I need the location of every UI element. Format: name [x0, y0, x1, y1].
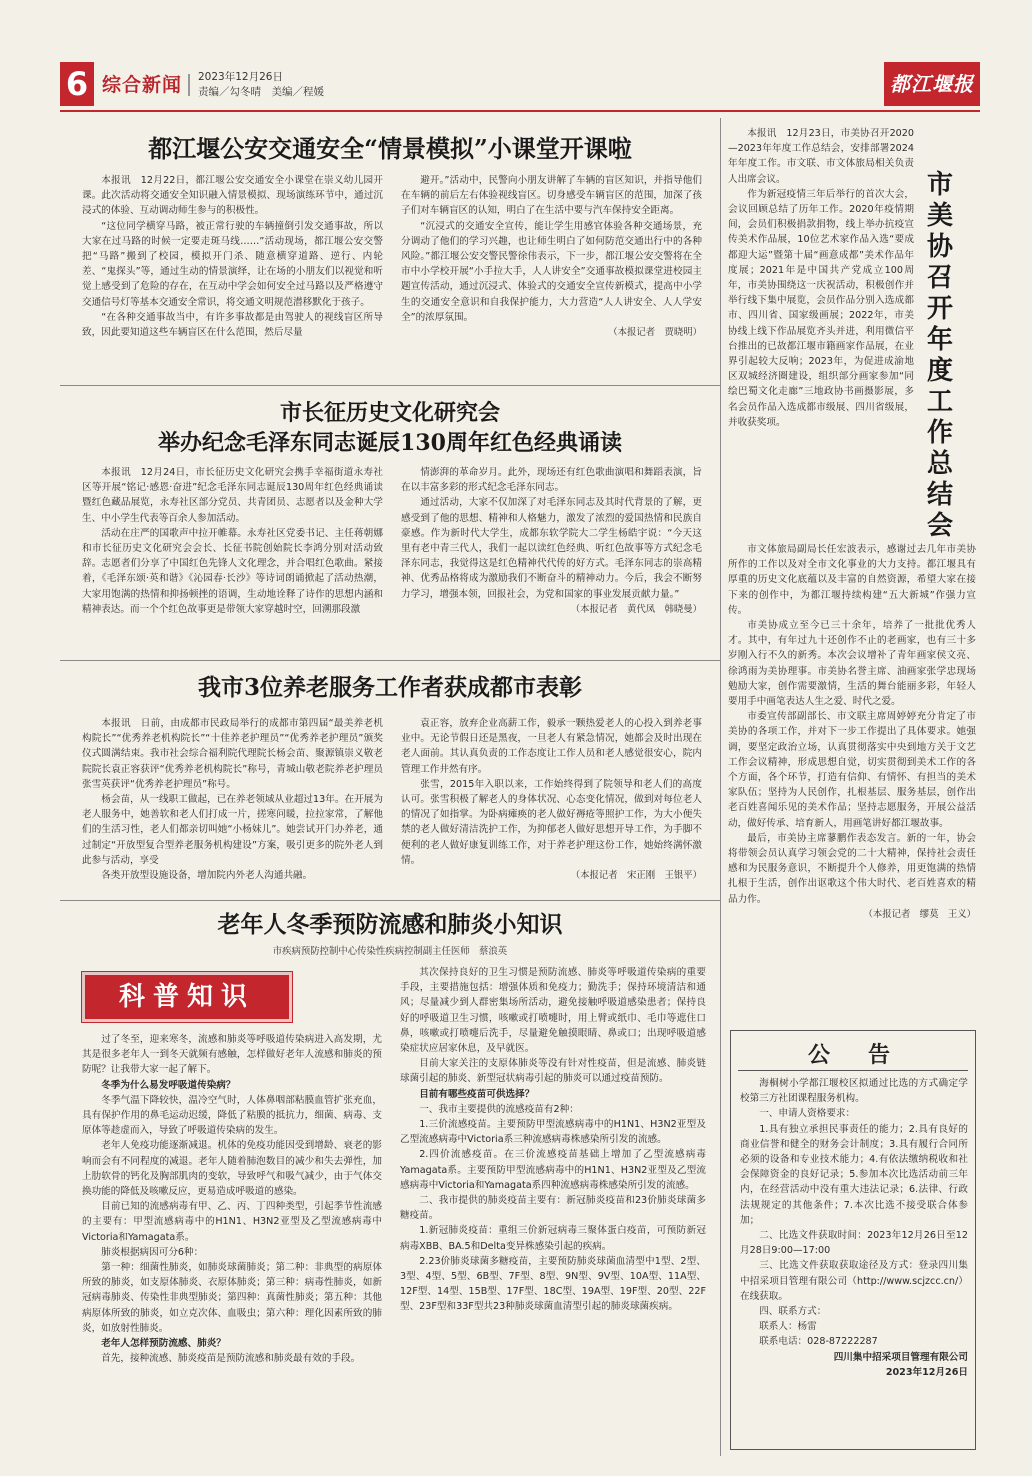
paragraph: 情澎湃的革命岁月。此外，现场还有红色歌曲演唱和舞蹈表演，旨在以丰富多彩的形式纪念毛泽东同志。 [401, 467, 702, 494]
paragraph: 二、我市提供的肺炎疫苗主要有：新冠肺炎疫苗和23价肺炎球菌多糖疫苗。 [400, 1195, 706, 1222]
article3-title: 我市3位养老服务工作者获成都市表彰 [197, 674, 582, 701]
paragraph: 张雪，2015年入职以来，工作始终得到了院领导和老人们的高度认可。张雪积极了解老人的身体状况、心态变化情况，做到对每位老人的情况了如指掌。为卧病瘫痪的老人做好褥疮等照护工作，为大小便失禁的老人做好清洁洗护工作，为抑郁老人做好思想开导工作，为手脚不便利的老人做好康复训练工作，对于养老护理这份工作，她始终满怀激情。 [401, 778, 702, 866]
article2-rule [60, 660, 720, 661]
paragraph: 一、我市主要提供的流感疫苗有2种： [419, 1103, 579, 1115]
notice-title: 公 告 [807, 1042, 898, 1068]
paragraph: 市美协成立至今已三十余年，培养了一批批优秀人才。其中，有年过九十还创作不止的老画家，也有三十多岁刚入行不久的新秀。本次会议增补了青年画家侯文亮、徐鸿雨为美协理事。市美协名誉主席、油画家张学忠现场勉励大家，创作需要激情，生活的舞台能丽多彩，年轻人要用手中画笔表达人生之爱、时代之爱。 [728, 620, 976, 708]
article1-body [82, 173, 702, 395]
article3-rule [60, 900, 720, 901]
article2-title [60, 398, 720, 458]
paragraph: 四、联系方式： [759, 1306, 827, 1318]
article4-title: 老年人冬季预防流感和肺炎小知识 [217, 911, 563, 938]
section-question: 目前有哪些疫苗可供选择？ [419, 1088, 535, 1100]
paragraph: 市委宣传部副部长、市文联主席周婷婷充分肯定了市美协的各项工作，并对下一步工作提出了具体要求。她强调，要坚定政治立场，认真贯彻落实中央到地方关于文艺工作会议精神，形成思想自觉，切实贯彻到美术工作的各个方面，各个环节，打造有信仰、有情怀、有担当的美术家队伍；坚持为人民创作，扎根基层、服务基层，创作出老百姓喜闻乐见的美术作品；坚持志愿服务，开展公益活动，做好传承、培育新人，用画笔讲好都江堰故事。 [728, 711, 976, 829]
notice-signature: 2023年12月26日 [885, 1366, 968, 1378]
paragraph: 首先，接种流感、肺炎疫苗是预防流感和肺炎最有效的手段。 [101, 1353, 361, 1365]
article1-rule [60, 385, 720, 386]
paragraph: 2.四价流感疫苗。在三价流感疫苗基础上增加了乙型流感病毒Yamagata系。主要预防甲型流感病毒中的H1N1、H3N2亚型及乙型流感病毒中Victoria和Yamagata系四种流感病毒株感染所引发的流感。 [400, 1149, 706, 1191]
article1-title: 都江堰公安交通安全“情景模拟”小课堂开课啦 [148, 134, 632, 163]
paragraph: 目前大家关注的支原体肺炎等没有针对性疫苗，但是流感、肺炎链球菌引起的肺炎、新型冠状病毒引起的肺炎可以通过疫苗预防。 [400, 1058, 706, 1085]
paragraph: 本报讯 日前，由成都市民政局举行的成都市第四届“最美养老机构院长”“优秀养老机构院长”“十佳养老护理员”“优秀养老护理员”颁奖仪式圆满结束。我市社会综合福利院代理院长杨会苗、聚源镇崇义敬老院院长袁正容获评“优秀养老机构院长”称号，青城山敬老院养老护理员张雪英获评“优秀养老护理员”称号。 [82, 718, 383, 790]
paragraph: 作为新冠疫情三年后举行的首次大会，会议回顾总结了历年工作。2020年疫情期间，会员们积极捐款捐物，线上举办抗疫宣传美术作品展，10位艺术家作品入选“要成都迎大运”暨第十届“画意成都”美术作品年度展；2021年是中国共产党成立100周年，市美协围绕这一庆祝活动，积极创作并举行线下集中展览，会员作品分别入选成都市、四川省、国家级画展；2022年，市美协线上线下作品展览齐头并进，利用微信平台推出的已故都江堰市籍画家作品展，在业界引起较大反响；2023年，为促进成渝地区双城经济圈建设，组织部分画家参加“同绘巴蜀文化走廊”三地政协书画摄影展，多名会员作品入选成都市级展、四川省级展，并收获奖项。 [728, 188, 914, 428]
newspaper-logo: 都江堰报 [884, 62, 980, 106]
notice-title-rule [738, 1070, 968, 1071]
paragraph: 目前已知的流感病毒有甲、乙、丙、丁四种类型，引起季节性流感的主要有：甲型流感病毒中的H1N1、H3N2亚型及乙型流感病毒中Victoria和Yamagata系。 [82, 1201, 382, 1243]
paragraph: 本报讯 12月24日，市长征历史文化研究会携手幸福街道永寿社区等开展“铭记·感恩·奋进”纪念毛泽东同志诞辰130周年红色经典诵读暨红色藏品展览，永寿社区部分党员、共青团员、志愿者以及金种大学生、中小学生代表等百余人参加活动。 [82, 467, 383, 524]
header-divider [188, 74, 190, 96]
sidebar-article-col2 [728, 542, 976, 1020]
date-editors [198, 70, 324, 100]
paragraph: “在各种交通事故当中，有许多事故都是由驾驶人的视线盲区所导致，因此要知道这些车辆盲区在什么范围，然后尽量 [82, 311, 383, 339]
paragraph: 海桐树小学都江堰校区拟通过比选的方式确定学校第三方社团课程服务机构。 [740, 1078, 968, 1105]
paragraph: 老年人免疫功能逐渐减退。机体的免疫功能因受到增龄、衰老的影响而会有不同程度的减退。老年人随着肺泡数目的减少和失去弹性，加上肋软骨的钙化及胸部肌肉的变软，导致呼气和吸气减少，由于气体交换功能的降低及咳嗽反应，更易造成呼吸道的感染。 [82, 1140, 382, 1198]
notice-body [740, 1076, 968, 1446]
section-question: 老年人怎样预防流感、肺炎？ [101, 1338, 226, 1350]
paragraph: 活动在庄严的国歌声中拉开帷幕。永寿社区党委书记、主任蒋朝娜和市长征历史文化研究会会长、长征书院创始院长李鸿分别对活动致辞。志愿者们分享了中国红色先锋人文化理念，并合唱红色歌曲。紧接着，《毛泽东颂·英和谐》《沁园春·长沙》等诗词朗诵掀起了活动热潮，大家用饱满的热情和抑扬顿挫的语调，生动地诠释了诗作的思想内涵和精神表达。而一个个红色故事更是带领大家穿越时空，回溯那段激 [82, 527, 383, 615]
paragraph: 二、比选文件获取时间：2023年12月26日至12月28日9:00—17:00 [740, 1230, 968, 1257]
paragraph: 1.三价流感疫苗。主要预防甲型流感病毒中的H1N1、H3N2亚型及乙型流感病毒中Victoria系三种流感病毒株感染所引发的流感。 [400, 1119, 706, 1146]
article2-body [82, 465, 702, 657]
paragraph: 本报讯 12月22日，都江堰公安交通安全小课堂在崇义幼儿园开课。此次活动将交通安全知识融入情景模拟、现场演练环节中，通过沉浸式的体验、互动调动师生参与的积极性。 [82, 175, 383, 217]
page-number: 6 [60, 62, 94, 106]
sidebar-vertical-title: 市美协召开年度工作总结会 [926, 170, 953, 541]
paragraph: “这位同学横穿马路，被正常行驶的车辆撞倒引发交通事故，所以大家在过马路的时候一定要走斑马线……”活动现场，都江堰公安交警把“马路”搬到了校园，模拟开门杀、随意横穿道路、逆行、内轮差、“鬼探头”等，通过生动的情景演绎，让在场的小朋友们以视觉和听觉上感受到了危险的存在，在互动中学会如何安全过马路以及严格遵守交通信号灯等基本交通安全常识，将交通文明规范潜移默化于孩子。 [82, 220, 383, 308]
paragraph: 三、比选文件获取获取途径及方式：登录四川集中招采项目管理有限公司（http://www.scjzcc.cn/）在线获取。 [740, 1260, 968, 1302]
article2-title-line2: 举办纪念毛泽东同志诞辰130周年红色经典诵读 [158, 430, 622, 456]
paragraph: 联系电话：028-87222287 [759, 1336, 878, 1348]
article3-body [82, 716, 702, 900]
article1-col1 [82, 173, 383, 340]
article3-byline: （本报记者 宋正刚 王银平） [570, 870, 702, 882]
article2-title-line1: 市长征历史文化研究会 [279, 400, 500, 426]
page-header [60, 62, 980, 114]
article4-col1 [82, 1032, 382, 1450]
article3-col1 [82, 716, 383, 868]
paragraph: 第一种：细菌性肺炎，如肺炎球菌肺炎；第二种：非典型的病原体所致的肺炎，如支原体肺炎、衣原体肺炎；第三种：病毒性肺炎，如新冠病毒肺炎、传染性非典型肺炎；第四种：真菌性肺炎；第五种：其他病原体所致的肺炎，如立克次体、血吸虫；第六种：理化因素所致的肺炎，如放射性肺炎。 [82, 1262, 382, 1334]
paragraph: 1.新冠肺炎疫苗：重组三价新冠病毒三聚体蛋白疫苗，可预防新冠病毒XBB、BA.5和Delta变异株感染引起的疾病。 [400, 1225, 706, 1252]
sidebar-byline: （本报记者 缪莫 王义） [863, 908, 976, 920]
issue-date: 2023年12月26日 [198, 71, 283, 83]
paragraph: 避开。”活动中，民警向小朋友讲解了车辆的盲区知识，并指导他们在车辆的前后左右体验视线盲区。切身感受车辆盲区的范围，加深了孩子们对车辆盲区的认知，明白了在生活中要与汽车保持安全距离。 [401, 175, 702, 217]
paragraph: 过了冬至，迎来寒冬，流感和肺炎等呼吸道传染病进入高发期，尤其是很多老年人一到冬天就频有感触，怎样做好老年人流感和肺炎的预防呢？让我带大家一起了解下。 [82, 1034, 382, 1076]
paragraph: 市文体旅局副局长任宏波表示，感谢过去几年市美协所作的工作以及对全市文化事业的大力支持。都江堰具有厚重的历史文化底蕴以及丰富的自然资源，希望大家在接下来的创作中，为都江堰持续构建“五大新城”作强力宣传。 [728, 544, 976, 616]
paragraph: 最后，市美协主席蓼鹏作表态发言。新的一年，协会将带领会员认真学习领会党的二十大精神，保持社会责任感和为民服务意识，不断提升个人修养，用更饱满的热情扎根于生活，创作出讴歌这个伟大时代、老百姓喜欢的精品力作。 [728, 832, 976, 905]
paragraph: 肺炎根据病因可分6种： [101, 1246, 204, 1258]
column-divider [720, 118, 721, 1456]
paragraph: 通过活动，大家不仅加深了对毛泽东同志及其时代背景的了解，更感受到了他的思想、精神和人格魅力，激发了浓烈的爱国热情和民族自豪感。作为新时代大学生，成都东软学院大二学生杨皓宇说：“今天这里有老中青三代人，我们一起以读红色经典、听红色故事等方式纪念毛泽东同志，我觉得这是红色精神代代传的好方式。毛泽东同志的崇高精神、优秀品格将成为激励我们不断奋斗的精神动力。今后，我会不断努力学习，增强本领，回报社会，为党和国家的事业发展贡献力量。” [401, 497, 702, 600]
paragraph: 杨会苗，从一线职工做起，已在养老领域从业超过13年。在开展为老人服务中，她善软和老人们打成一片，搓寒问暖，拉拉家常，了解他们的生活习性，老人们都亲切叫她“小杨妹儿”。她尝试开门办养老，通过制定“开放型复合型养老服务机构建设”方案，吸引更多的院外老人到此参与活动，享受 [82, 794, 383, 866]
paragraph: 联系人：杨雷 [759, 1321, 817, 1333]
paragraph: “沉浸式的交通安全宣传，能让学生用感官体验各种交通场景，充分调动了他们的学习兴趣，也让师生明白了如何防范交通出行中的各种风险。”都江堰公安交警民警徐伟表示，下一步，都江堰公安交警将在全市中小学校开展“小手拉大手，人人讲安全”交通事故模拟课堂进校园主题宣传活动，通过沉浸式、体验式的交通安全宣传新模式，提高中小学生的交通安全意识和自我保护能力，大力营造“人人讲安全、人人学安全”的浓厚氛围。 [401, 220, 702, 323]
article2-byline: （本报记者 黄代凤 韩晓曼） [570, 603, 702, 615]
header-rule [60, 110, 980, 112]
paragraph: 2.23价肺炎球菌多糖疫苗，主要预防肺炎球菌血清型中1型、2型、3型、4型、5型、6B型、7F型、8型、9N型、9V型、10A型、11A型、12F型、14型、15B型、17F型、18C型、19A型、19F型、20型、22F型、23F型和33F型共23种肺炎球菌血清型引起的肺炎球菌疾病。 [400, 1255, 706, 1313]
paragraph: 各类开放型设施设备，增加院内外老人沟通共融。 [101, 870, 313, 882]
paragraph: 一、申请人资格要求： [759, 1108, 856, 1120]
science-badge: 科普知识 [82, 972, 292, 1022]
article2-col1 [82, 465, 383, 617]
paragraph: 冬季气温下降较快，温冷空气时，人体鼻咽部粘膜血管扩张充血，具有保护作用的鼻毛运动迟缓，降低了粘膜的抵抗力，细菌、病毒、支原体等趁虚而入，导致了呼吸道传染病的发生。 [82, 1094, 382, 1137]
editors-line: 责编／勾冬晴 美编／程媛 [198, 86, 324, 98]
paragraph: 其次保持良好的卫生习惯是预防流感、肺炎等呼吸道传染病的重要手段，主要措施包括：增强体质和免疫力；勤洗手；保持环境清洁和通风；尽量减少到人群密集场所活动，避免接触呼吸道感染患者；保持良好的呼吸道卫生习惯，咳嗽或打喷嚏时，用上臂或纸巾、毛巾等遮住口鼻，咳嗽或打喷嚏后洗手，尽量避免触摸眼睛、鼻或口；出现呼吸道感染症状应居家休息，及早就医。 [400, 967, 706, 1055]
section-question: 冬季为什么易发呼吸道传染病？ [101, 1079, 236, 1091]
paragraph: 1.具有独立承担民事责任的能力；2.具有良好的商业信誉和健全的财务会计制度；3.具有履行合同所必须的设备和专业技术能力；4.有依法缴纳税收和社会保障资金的良好记录；5.参加本次比选活动前三年内，在经营活动中没有重大违法记录；6.法律、行政法规规定的其他条件；7.本次比选不接受联合体参加； [740, 1123, 968, 1226]
sidebar-article-col1 [728, 126, 914, 540]
notice-signature: 四川集中招采项目管理有限公司 [833, 1351, 968, 1363]
article2-col2 [401, 465, 702, 602]
article4-subtitle: 市疾病预防控制中心传染性疾病控制副主任医师 蔡浪英 [272, 946, 508, 957]
article1-byline: （本报记者 贾晓明） [608, 327, 702, 339]
article4-col2 [400, 965, 706, 1455]
paragraph: 袁正容，放弃企业高薪工作，毅承一颗热爱老人的心投入到养老事业中。无论节假日还是黑夜，一旦老人有紧急情况，她都会及时出现在老人面前。其认真负责的工作态度让工作人员和老人感觉很安心，院内管理工作井然有序。 [401, 718, 702, 775]
paragraph: 本报讯 12月23日，市美协召开2020—2023年年度工作总结会，安排部署2024年年度工作。市文联、市文体旅局相关负责人出席会议。 [728, 128, 914, 185]
section-title: 综合新闻 [102, 74, 183, 96]
article1-col2 [401, 173, 702, 325]
